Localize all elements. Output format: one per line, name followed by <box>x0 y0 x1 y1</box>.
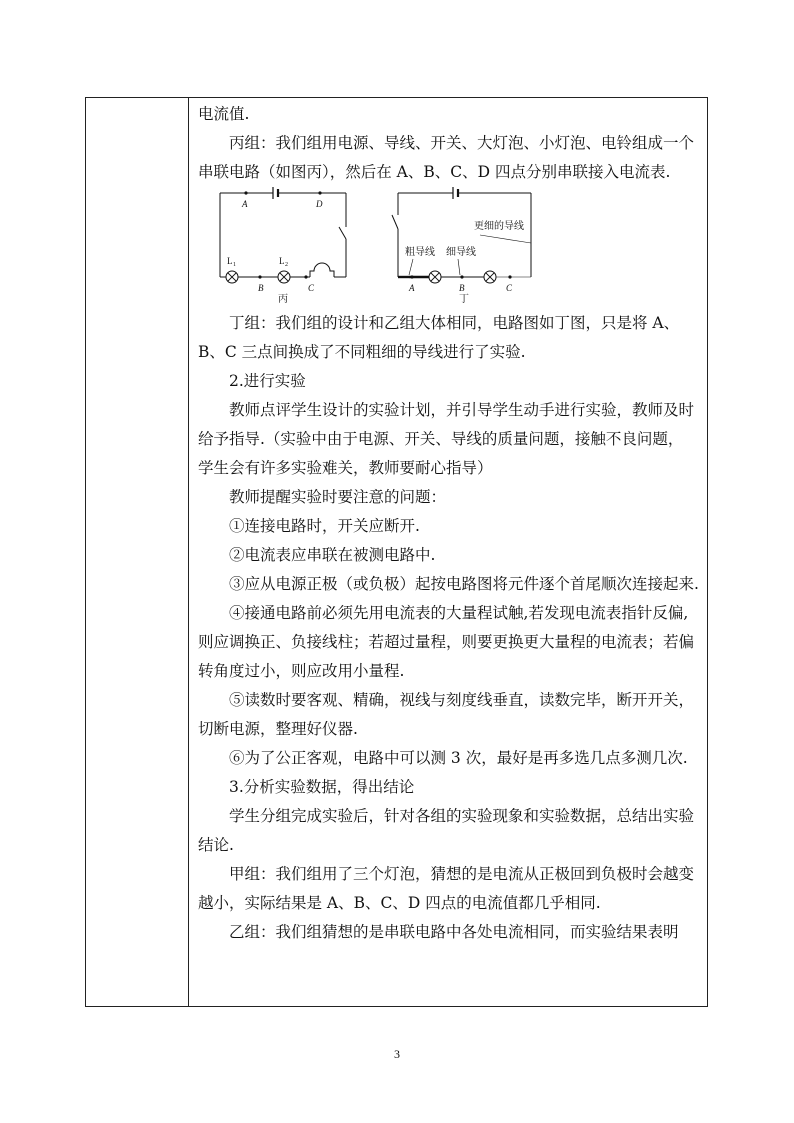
wire-label: 粗导线 <box>405 247 435 258</box>
wire-label: 细导线 <box>446 247 476 258</box>
text-line: 串联电路（如图丙），然后在 A、B、C、D 四点分别串联接入电流表. <box>198 163 671 181</box>
circuit-diagram-bing <box>220 187 346 283</box>
list-item: ④接通电路前必须先用电流表的大量程试触,若发现电流表指针反偏, <box>229 604 689 622</box>
diagram-point-label: C <box>308 283 315 293</box>
section-heading: 3.分析实验数据，得出结论 <box>229 778 415 796</box>
text-line: 丙组：我们组用电源、导线、开关、大灯泡、小灯泡、电铃组成一个 <box>229 134 695 152</box>
diagram-point-label: D <box>316 199 323 209</box>
section-heading: 2.进行实验 <box>229 372 306 390</box>
circuit-diagrams <box>198 187 700 309</box>
lamp-label: L <box>227 256 233 266</box>
list-item: ①连接电路时，开关应断开. <box>229 517 420 535</box>
text-line: 学生分组完成实验后，针对各组的实验现象和实验数据，总结出实验 <box>229 807 695 825</box>
text-line: 教师提醒实验时要注意的问题： <box>229 488 447 506</box>
diagram-caption: 丙 <box>278 294 288 305</box>
text-line: 转角度过小，则应改用小量程. <box>198 662 405 680</box>
list-item: ⑤读数时要客观、精确，视线与刻度线垂直，读数完毕，断开开关， <box>229 691 695 709</box>
text-line: B、C 三点间换成了不同粗细的导线进行了实验. <box>198 343 526 361</box>
text-line: 给予指导.（实验中由于电源、开关、导线的质量问题，接触不良问题， <box>198 430 684 448</box>
text-line: 结论. <box>198 836 234 854</box>
diagram-point-label: B <box>459 283 465 293</box>
text-line: 学生会有许多实验难关，教师要耐心指导） <box>198 459 493 477</box>
column-divider <box>188 98 189 1006</box>
page-number: 3 <box>394 1047 400 1061</box>
text-line: 甲组：我们组用了三个灯泡，猜想的是电流从正极回到负极时会越变 <box>229 865 695 883</box>
list-item: ⑥为了公正客观，电路中可以测 3 次，最好是再多选几点多测几次. <box>229 749 688 767</box>
lamp-subscript: 2 <box>285 262 288 268</box>
list-item: ③应从电源正极（或负极）起按电路图将元件逐个首尾顺次连接起来. <box>229 575 699 593</box>
text-line: 切断电源，整理好仪器. <box>198 720 358 738</box>
circuit-diagram-ding <box>392 187 531 283</box>
wire-label: 更细的导线 <box>474 221 524 232</box>
text-line: 越小，实际结果是 A、B、C、D 四点的电流值都几乎相同. <box>198 894 601 912</box>
diagram-caption: 丁 <box>459 294 469 305</box>
list-item: ②电流表应串联在被测电路中. <box>229 546 436 564</box>
text-line: 教师点评学生设计的实验计划，并引导学生动手进行实验，教师及时 <box>229 401 695 419</box>
text-line: 电流值. <box>198 105 250 123</box>
diagram-point-label: B <box>258 283 264 293</box>
text-line: 丁组：我们组的设计和乙组大体相同，电路图如丁图，只是将 A、 <box>229 314 680 332</box>
diagram-point-label: A <box>242 199 248 209</box>
lamp-label: L <box>279 256 285 266</box>
text-line: 乙组：我们组猜想的是串联电路中各处电流相同，而实验结果表明 <box>229 923 679 941</box>
lamp-subscript: 1 <box>233 262 236 268</box>
table-content-cell <box>198 100 700 947</box>
table-frame <box>85 97 708 1007</box>
diagram-point-label: A <box>409 283 415 293</box>
text-line: 则应调换正、负接线柱；若超过量程，则要更换更大量程的电流表；若偏 <box>198 633 695 651</box>
diagram-point-label: C <box>506 283 513 293</box>
